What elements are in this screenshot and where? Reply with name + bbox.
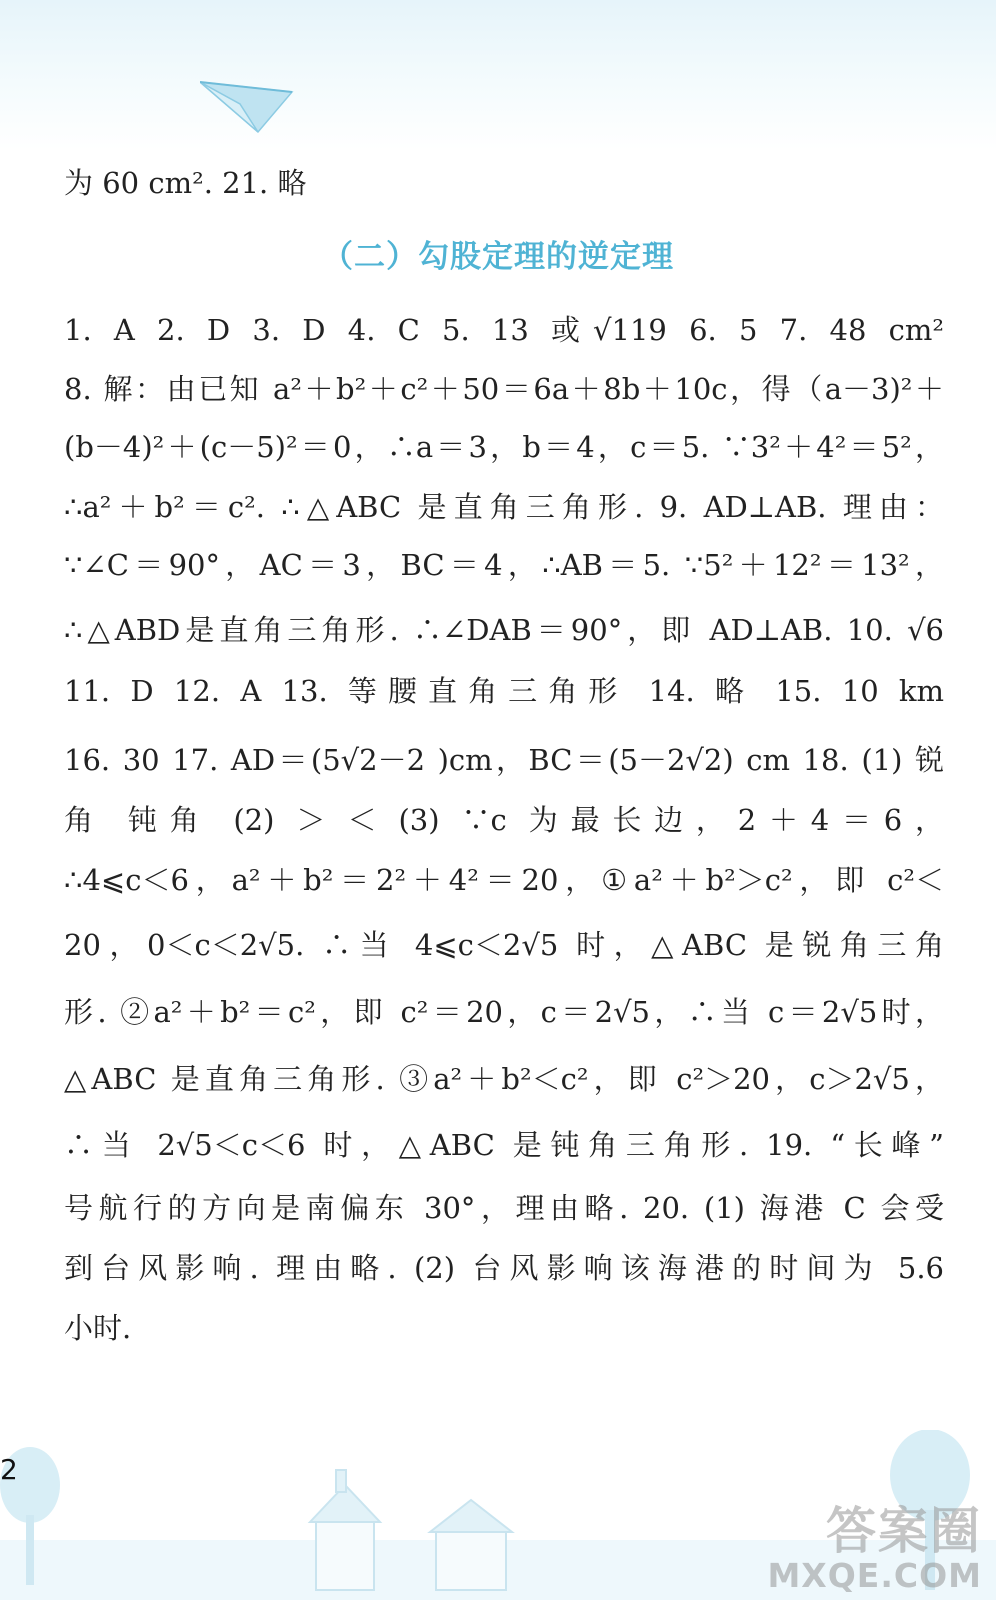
answer-line: 16. 30 17. AD＝(5√2－2 )cm，BC＝(5－2√2) cm 18. (1) 锐 (64, 743, 944, 777)
paper-plane-icon (200, 80, 295, 140)
answer-line: (b－4)²＋(c－5)²＝0，∴a＝3，b＝4，c＝5. ∵3²＋4²＝5²， (64, 430, 944, 464)
answer-line: 8. 解：由已知 a²＋b²＋c²＋50＝6a＋8b＋10c，得（a－3)²＋ (64, 372, 944, 406)
intro-line: 为 60 cm². 21. 略 (64, 166, 307, 200)
watermark-text: 答案圈 (826, 1502, 982, 1560)
answer-line: 1. A 2. D 3. D 4. C 5. 13 或√119 6. 5 7. 48 cm² (64, 313, 944, 347)
answer-line: 到台风影响. 理由略. (2) 台风影响该海港的时间为 5.6 (64, 1251, 944, 1285)
answer-line: ∴4⩽c＜6，a²＋b²＝2²＋4²＝20，①a²＋b²＞c²，即 c²＜ (64, 863, 944, 897)
section-title: （二）勾股定理的逆定理 (322, 239, 674, 275)
answer-line: ∵∠C＝90°，AC＝3，BC＝4，∴AB＝5. ∵5²＋12²＝13²， (64, 548, 944, 582)
answer-line: 号航行的方向是南偏东 30°，理由略. 20. (1) 海港 C 会受 (64, 1191, 944, 1225)
watermark (767, 1504, 982, 1594)
watermark-url: MXQE.COM (767, 1556, 982, 1595)
answer-line: 角 钝角 (2) ＞ ＜ (3) ∵c 为最长边，2＋4＝6， (64, 803, 944, 837)
answer-line: ∴当 2√5＜c＜6 时，△ABC 是钝角三角形. 19. “长峰” (64, 1128, 944, 1162)
top-decoration-band (0, 0, 996, 150)
answer-line: 20，0＜c＜2√5. ∴当 4⩽c＜2√5 时，△ABC 是锐角三角 (64, 928, 944, 962)
page-number: 2 (0, 1453, 18, 1486)
answer-line: 11. D 12. A 13. 等腰直角三角形 14. 略 15. 10 km (64, 674, 944, 708)
answer-line: 形. ②a²＋b²＝c²，即 c²＝20，c＝2√5，∴当 c＝2√5时， (64, 995, 944, 1029)
answer-line: ∴a²＋b²＝c². ∴△ABC 是直角三角形. 9. AD⊥AB. 理由： (64, 490, 944, 524)
answer-line: △ABC 是直角三角形. ③a²＋b²＜c²，即 c²＞20，c＞2√5， (64, 1062, 944, 1096)
answer-line: 小时. (64, 1311, 132, 1345)
answer-line: ∴△ABD是直角三角形. ∴∠DAB＝90°，即 AD⊥AB. 10. √6 (64, 613, 944, 647)
